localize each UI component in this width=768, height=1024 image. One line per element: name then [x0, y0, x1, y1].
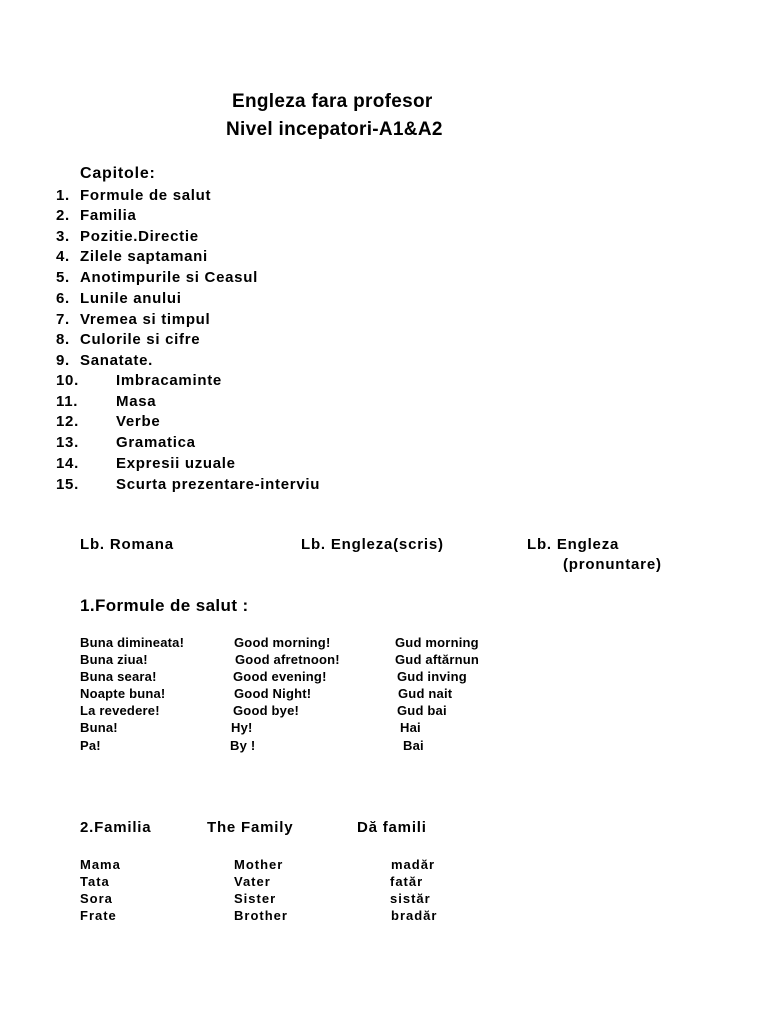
toc-item	[0, 331, 768, 352]
toc-item-number: 6.	[56, 290, 70, 307]
toc-item-number: 13.	[56, 434, 79, 451]
toc-item-number: 14.	[56, 455, 79, 472]
greeting-pronunciation: Gud nait	[398, 686, 453, 701]
toc-item	[0, 476, 768, 497]
toc-item-number: 1.	[56, 187, 70, 204]
toc-heading: Capitole:	[80, 165, 156, 182]
toc-item	[0, 290, 768, 311]
toc-item-number: 3.	[56, 228, 70, 245]
toc-item-label: Gramatica	[116, 434, 196, 451]
toc-item-label: Scurta prezentare-interviu	[116, 476, 321, 493]
toc-item-label: Pozitie.Directie	[80, 228, 199, 245]
greeting-english: Hy!	[231, 720, 253, 735]
toc-item	[0, 187, 768, 208]
greeting-romana: Buna ziua!	[80, 652, 148, 667]
toc-item-label: Familia	[80, 207, 137, 224]
section-heading-familia: 2.Familia	[80, 819, 152, 836]
toc-item-label: Lunile anului	[80, 290, 182, 307]
greeting-romana: Pa!	[80, 738, 101, 753]
family-pronunciation: bradăr	[391, 908, 438, 923]
toc-item-number: 8.	[56, 331, 70, 348]
greeting-romana: Buna!	[80, 720, 118, 735]
toc-item	[0, 455, 768, 476]
document-title-line2: Nivel incepatori-A1&A2	[226, 119, 443, 140]
toc-item	[0, 207, 768, 228]
family-english: Vater	[234, 874, 271, 889]
toc-item-label: Zilele saptamani	[80, 248, 208, 265]
toc-item-number: 9.	[56, 352, 70, 369]
toc-item-label: Verbe	[116, 413, 161, 430]
column-header-engleza-pronuntare: Lb. Engleza	[527, 536, 620, 553]
toc-item-number: 15.	[56, 476, 79, 493]
toc-item-number: 4.	[56, 248, 70, 265]
toc-item-label: Expresii uzuale	[116, 455, 236, 472]
family-romana: Tata	[80, 874, 110, 889]
family-romana: Sora	[80, 891, 113, 906]
toc-item-number: 11.	[56, 393, 79, 410]
toc-item	[0, 311, 768, 332]
family-english: Sister	[234, 891, 277, 906]
toc-item-number: 10.	[56, 372, 79, 389]
greeting-romana: Buna dimineata!	[80, 635, 185, 650]
toc-item	[0, 434, 768, 455]
greeting-pronunciation: Bai	[403, 738, 424, 753]
column-header-romana: Lb. Romana	[80, 536, 174, 553]
family-pronunciation: fatăr	[390, 874, 424, 889]
toc-item	[0, 248, 768, 269]
toc-item	[0, 228, 768, 249]
greeting-english: Good Night!	[234, 686, 312, 701]
column-header-pronuntare: (pronuntare)	[563, 556, 662, 573]
toc-item-number: 2.	[56, 207, 70, 224]
greeting-romana: Noapte buna!	[80, 686, 166, 701]
toc-item-label: Anotimpurile si Ceasul	[80, 269, 258, 286]
greeting-romana: Buna seara!	[80, 669, 157, 684]
toc-item-label: Formule de salut	[80, 187, 212, 204]
toc-item	[0, 269, 768, 290]
toc-item-label: Vremea si timpul	[80, 311, 211, 328]
family-pronunciation: madăr	[391, 857, 436, 872]
toc-item-number: 7.	[56, 311, 70, 328]
family-pronunciation: sistăr	[390, 891, 431, 906]
family-romana: Frate	[80, 908, 117, 923]
family-english: Mother	[234, 857, 284, 872]
greeting-english: Good morning!	[234, 635, 331, 650]
toc-item-label: Masa	[116, 393, 157, 410]
greeting-english: Good bye!	[233, 703, 300, 718]
toc-item-number: 5.	[56, 269, 70, 286]
greeting-pronunciation: Hai	[400, 720, 421, 735]
toc-item-label: Sanatate.	[80, 352, 153, 369]
section-heading-pronunciation: Dă famili	[357, 819, 427, 836]
greeting-pronunciation: Gud morning	[395, 635, 479, 650]
toc-item-number: 12.	[56, 413, 79, 430]
family-english: Brother	[234, 908, 288, 923]
toc-item	[0, 413, 768, 434]
greeting-english: Good afretnoon!	[235, 652, 340, 667]
family-romana: Mama	[80, 857, 121, 872]
toc-item-label: Imbracaminte	[116, 372, 222, 389]
greeting-romana: La revedere!	[80, 703, 160, 718]
greeting-pronunciation: Gud aftărnun	[395, 652, 480, 667]
greeting-english: Good evening!	[233, 669, 327, 684]
toc-item	[0, 393, 768, 414]
section-heading-formule-de-salut: 1.Formule de salut :	[80, 596, 249, 615]
toc-item	[0, 372, 768, 393]
greeting-pronunciation: Gud bai	[397, 703, 447, 718]
toc-item	[0, 352, 768, 373]
greeting-english: By !	[230, 738, 256, 753]
section-heading-the-family: The Family	[207, 819, 294, 836]
document-title-line1: Engleza fara profesor	[232, 91, 433, 112]
toc-item-label: Culorile si cifre	[80, 331, 201, 348]
greeting-pronunciation: Gud inving	[397, 669, 467, 684]
column-header-engleza-scris: Lb. Engleza(scris)	[301, 536, 444, 553]
